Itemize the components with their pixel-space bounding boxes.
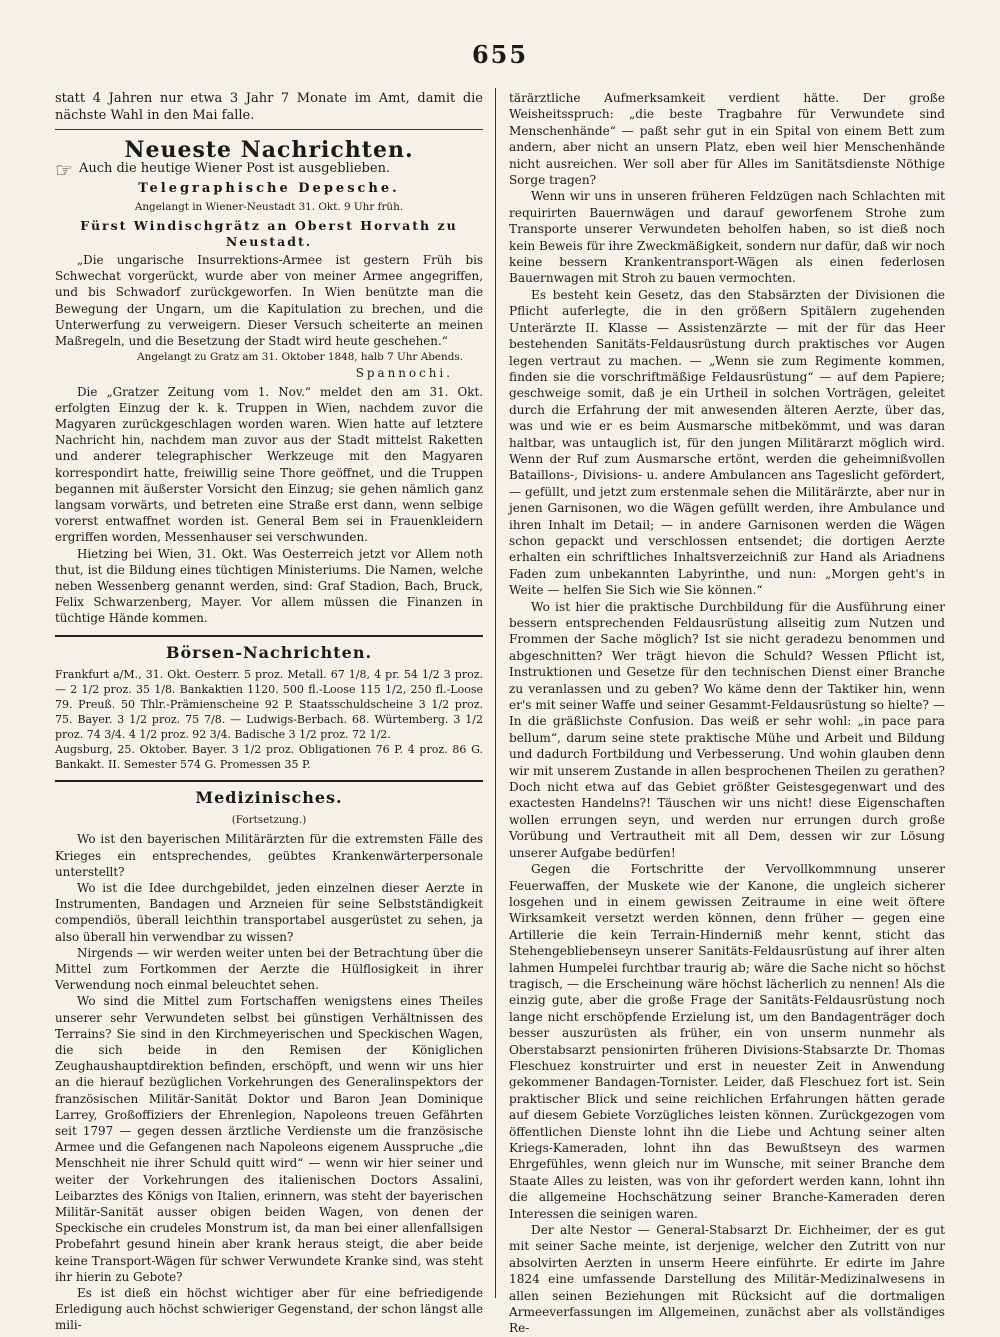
medizin-paragraph: Wo ist den bayerischen Militärärzten für die extremsten Fälle des Krieges ein entsprechendes, geübtes Krankenwärterpersonale unterstellt?: [55, 832, 483, 879]
divider: [55, 780, 483, 782]
grazer-paragraph: Die „Gratzer Zeitung vom 1. Nov.“ meldet den am 31. Okt. erfolgten Einzug der k. k. Truppen in Wien, nachdem zuvor die Magyaren zurückgeschlagen worden waren. Wien hatte auf letztere Nachricht hin, nachdem man zuvor aus der Stadt mittelst Raketten und anderer telegraphischer Werkzeuge mit den Magyaren korrespondirt hatte, freiwillig seine Thore geöffnet, und die Truppen begannen mit äußerster Vorsicht den Einzug; sie gehen nämlich ganz langsam vorwärts, und betreten eine Straße erst dann, wenn selbige vorerst entwaffnet worden ist. General Bem sei in Frauenkleidern ergriffen worden, Messenhauser sei verschwunden.: [55, 384, 483, 545]
telegraph-address: Fürst Windischgrätz an Oberst Horvath zu Neustadt.: [80, 217, 458, 249]
wiener-post-note: Auch die heutige Wiener Post ist ausgeblieben.: [78, 161, 391, 177]
divider: [55, 635, 483, 637]
left-column: [55, 90, 483, 1334]
medizin-paragraph: Es ist dieß ein höchst wichtiger aber für eine befriedigende Erledigung auch höchst schwieriger Gegenstand, der schon längst alle mili-: [55, 1285, 483, 1333]
hietzing-paragraph: Hietzing bei Wien, 31. Okt. Was Oesterreich jetzt vor Allem noth thut, ist die Bildung eines tüchtigen Ministeriums. Die Namen, welche neben Wessenberg genannt werden, sind: Graf Stadion, Bach, Bruck, Felix Schwarzenberg, Mayer. Vor allem müssen die Finanzen in tüchtige Hände kommen.: [55, 546, 483, 626]
telegraph-text: „Die ungarische Insurrektions-Armee ist gestern Früh bis Schwechat vorgerückt, wurde aber von meiner Armee angegriffen, und bis Schwadorf zurückgeworfen. In Wien benützte man die Bewegung der Ungarn, um die Kapitulation zu brechen, und die Unterwerfung zu verweigern. Dieser Versuch scheiterte an meinen Maßregeln, und die Besetzung der Stadt wird heute geschehen.“: [55, 253, 483, 349]
medizin-heading: Medizinisches.: [195, 787, 343, 807]
medizin-paragraph: Wo ist die Idee durchgebildet, jeden einzelnen dieser Aerzte in Instrumenten, Bandagen und Arzneien für seine Selbstständigkeit compendiös, überall leichthin transportabel ausgerüstet zu sehen, ja also überall hin verwendbar zu wissen?: [55, 880, 483, 944]
divider: [55, 129, 483, 130]
article-paragraph: Gegen die Fortschritte der Vervollkommnung unserer Feuerwaffen, der Muskete wie der Kanone, die ungleich sicherer losgehen und in einem gewissen Zeitraume in eine weit öftere Wirksamkeit versetzt werden können, denn früher — gegen eine Artillerie die kein Terrain-Hinderniß mehr kennt, sticht das Stehengebliebenseyn unserer Sanitäts-Feldausrüstung auf ihrer alten lahmen Humpelei furchtbar traurig ab; wäre die Sache nicht so höchst tragisch, — die Erscheinung wäre höchst lächerlich zu nennen! Als die einzig gute, aber die große Frage der Sanitäts-Feldausrüstung noch lange nicht erschöpfende Erzielung ist, um den Bandagenträger doch besser auszurüsten als früher, ein von unserm nunmehr als Oberstabsarzt pensionirten früheren Divisions-Stabsarzte Dr. Thomas Fleschuez konstruirter und erst in neuester Zeit in Anwendung gekommener Bandagen-Tornister. Leider, daß Fleschuez fort ist. Sein praktischer Blick und seine reichlichen Erfahrungen hätten gerade auf diesem Gebiete Vorzügliches leisten können. Zurückgezogen vom öffentlichen Dienste lohnt ihn die Liebe und Achtung seiner alten Kriegs-Kameraden, lohnt ihn das Bewußtseyn des warmen Ehrgefühles, wenn gleich nur im Wunsche, mit seiner Branche dem Staate Alles zu leisten, was von ihr gefordert werden kann, lohnt ihn die allgemeine Hochschätzung seiner Branche-Kameraden deren Interessen die seinigen waren.: [509, 862, 945, 1221]
medizin-continued: (Fortsetzung.): [231, 814, 307, 827]
boersen-frankfurt: Frankfurt a/M., 31. Okt. Oesterr. 5 proz. Metall. 67 1/8, 4 pr. 54 1/2 3 proz. — 2 1/2 proz. 35 1/8. Bankaktien 1120. 500 fl.-Loose 115 1/2, 250 fl.-Loose 79. Preuß. 50 Thlr.-Prämienscheine 92 P. Staatsschuldscheine 3 1/2 proz. 75. Bayer. 3 1/2 proz. 75 7/8. — Ludwigs-Berbach. 68. Würtemberg. 3 1/2 proz. 74 3/4. 4 1/2 proz. 92 3/4. Badische 3 1/2 proz. 72 1/2.: [55, 667, 483, 741]
article-paragraph: Der alte Nestor — General-Stabsarzt Dr. Eichheimer, der es gut mit seiner Sache meinte, ist derjenige, welcher den Zutritt von nur absolvirten Aerzten in unserm Heere einführte. Er edirte im Jahre 1824 eine umfassende Darstellung des Militär-Medizinalwesens in allen seinen Beziehungen mit Rücksicht auf die dortmaligen Armeeverfassungen im Allgemeinen, zunächst aber als vollständiges Re-: [509, 1223, 945, 1336]
medizin-paragraph: Wo sind die Mittel zum Fortschaffen wenigstens eines Theiles unserer sehr Verwundeten selbst bei günstigen Verhältnissen des Terrains? Sie sind in den Kirchmeyerischen und Speckischen Wagen, die sich beide in den Remisen der Königlichen Zeughaushauptdirektion befinden, erschöpft, und wenn wir uns hier an die hierauf bezüglichen Vorkehrungen des Generalinspektors der französischen Militär-Sanität Doktor und Baron Jean Dominique Larrey, Großoffiziers der Ehrenlegion, Napoleons treuen Gefährten seit 1797 — gegen dessen ärztliche Verdienste um die französische Armee und die Gefangenen nach Napoleons eigenem Ausspruche „die Menschheit nie ihrer Schuld quitt wird“ — wenn wir hier seiner und weiter der Vorkehrungen des italienischen Doctors Assalini, Leibarztes des Königs von Italien, erinnern, was steht der bayerischen Militär-Sanität ausser obigen beiden Wagen, von denen der Speckische ein crudeles Monstrum ist, da man bei einer allenfallsigen Probefahrt gesund hinein aber krank heraus steigt, die aber beide keine Transport-Wägen für schwer Verwundete Kranke sind, was steht ihr hierin zu Gebote?: [55, 994, 483, 1284]
pointing-hand-icon: ☞: [55, 158, 73, 183]
article-paragraph: Wenn wir uns in unseren früheren Feldzügen nach Schlachten mit requirirten Bauernwägen und darauf geworfenem Strohe zum Transporte unserer Verwundeten beholfen haben, so ist dieß noch kein Beweis für ihre Zweckmäßigkeit, sondern nur dafür, daß wir noch keine bessern Krankentransport-Wägen als einen federlosen Bauernwagen mit Stroh zu bauen vermochten.: [509, 189, 945, 286]
news-heading: Neueste Nachrichten.: [124, 137, 414, 163]
boersen-augsburg: Augsburg, 25. Oktober. Bayer. 3 1/2 proz. Obligationen 76 P. 4 proz. 86 G. Bankakt. II. Semester 574 G. Promessen 35 P.: [55, 742, 483, 771]
article-paragraph: Es besteht kein Gesetz, das den Stabsärzten der Divisionen die Pflicht auferlegte, die in den größern Spitälern zugehenden Unterärzte II. Klasse — Assistenzärzte — mit der für das Heer bestehenden Sanitäts-Feldausrüstung durch praktisches vor Augen legen vertraut zu machen. — „Wenn sie zum Regimente kommen, finden sie die vorschriftmäßige Feldausrüstung“ — auf dem Papiere; geschweige somit, daß je ein Urtheil in solchen Vorträgen, geleitet durch die Erfahrung der mit anwesenden älteren Aerzte, über das, was und wie er es beim Ausmarsche mitbekömmt, und was daran haltbar, was untauglich ist, für den jungen Militärarzt möglich wird. Wenn der Ruf zum Ausmarsche ertönt, werden die geheimnißvollen Bataillons-, Divisions- u. andere Ambulancen ans Tageslicht gefördert, — gefüllt, und jetzt zum erstenmale sehen die Militärärzte, aber nur in jenen Garnisonen, wo die Wägen gefüllt werden, ihre Ambulance und ihren Inhalt im Detail; — in andere Garnisonen werden die Wägen schon gepackt und verschlossen entsendet; die dortigen Aerzte erhalten ein schriftliches Inhaltsverzeichniß zur Hand als Ariadnens Faden zum unbekannten Labyrinthe, und nun: „Morgen geht's in Weite — helfen Sie Sich wie Sie können.“: [509, 287, 945, 598]
intro-text: statt 4 Jahren nur etwa 3 Jahr 7 Monate im Amt, damit die nächste Wahl in den Mai falle.: [55, 91, 483, 123]
article-paragraph: tärärztliche Aufmerksamkeit verdient hätte. Der große Weisheitsspruch: „die beste Tragbahre für Verwundete sind Menschenhände“ — paßt sehr gut in ein Spital von einem Bett zum andern, aber nicht an unsern Platz, eben weil hier Menschenhände nicht ausreichen. Wer soll aber für Alles im Sanitätsdienste Nöthige Sorge tragen?: [509, 91, 945, 188]
telegraph-arrival: Angelangt in Wiener-Neustadt 31. Okt. 9 Uhr früh.: [134, 201, 404, 214]
medizin-paragraph: Nirgends — wir werden weiter unten bei der Betrachtung über die Mittel zum Fortkommen der Aerzte die Hülflosigkeit in ihrer Verwendung noch einmal beleuchtet sehen.: [55, 945, 483, 993]
telegraph-signature: Spannochi.: [355, 366, 453, 381]
wiener-post-line: [55, 158, 483, 183]
right-column: [509, 90, 945, 1337]
page-number: 655: [471, 40, 529, 69]
telegraph-graz-arrival: Angelangt zu Gratz am 31. Oktober 1848, halb 7 Uhr Abends.: [137, 351, 463, 364]
article-paragraph: Wo ist hier die praktische Durchbildung für die Ausführung einer bessern entsprechenden Feldausrüstung allseitig zum Nutzen und Frommen der Sache möglich? Ist sie nicht geradezu benommen und abgeschnitten? Wer trägt hievon die Schuld? Wessen Pflicht ist, Instruktionen und Gesetze für den technischen Dienst einer Branche zu veranlassen und zu geben? Wo käme denn der Taktiker hin, wenn er's mit seiner Waffe und seiner Gesammt-Feldausrüstung so hielte? — In die gräßlichste Confusion. Das weiß er sehr wohl: „in pace para bellum“, darum seine stete praktische Mühe und Arbeit und Bildung und dadurch Fortbildung und Verbesserung. Und wohin glauben denn wir mit unserem Zustande in allen besprochenen Theilen zu gerathen? Doch nicht etwa auf das Gebiet größter Geistesgegenwart und des exactesten Handelns?! Täuschen wir uns nicht! diese Eigenschaften wollen errungen seyn, und werden nur errungen durch große Vorübung und Vertrautheit mit all Dem, dessen wir zur Lösung unserer Aufgabe bedürfen!: [509, 599, 945, 860]
telegraph-heading: Telegraphische Depesche.: [138, 181, 400, 197]
boersen-heading: Börsen-Nachrichten.: [165, 642, 373, 662]
column-divider: [495, 88, 496, 1298]
